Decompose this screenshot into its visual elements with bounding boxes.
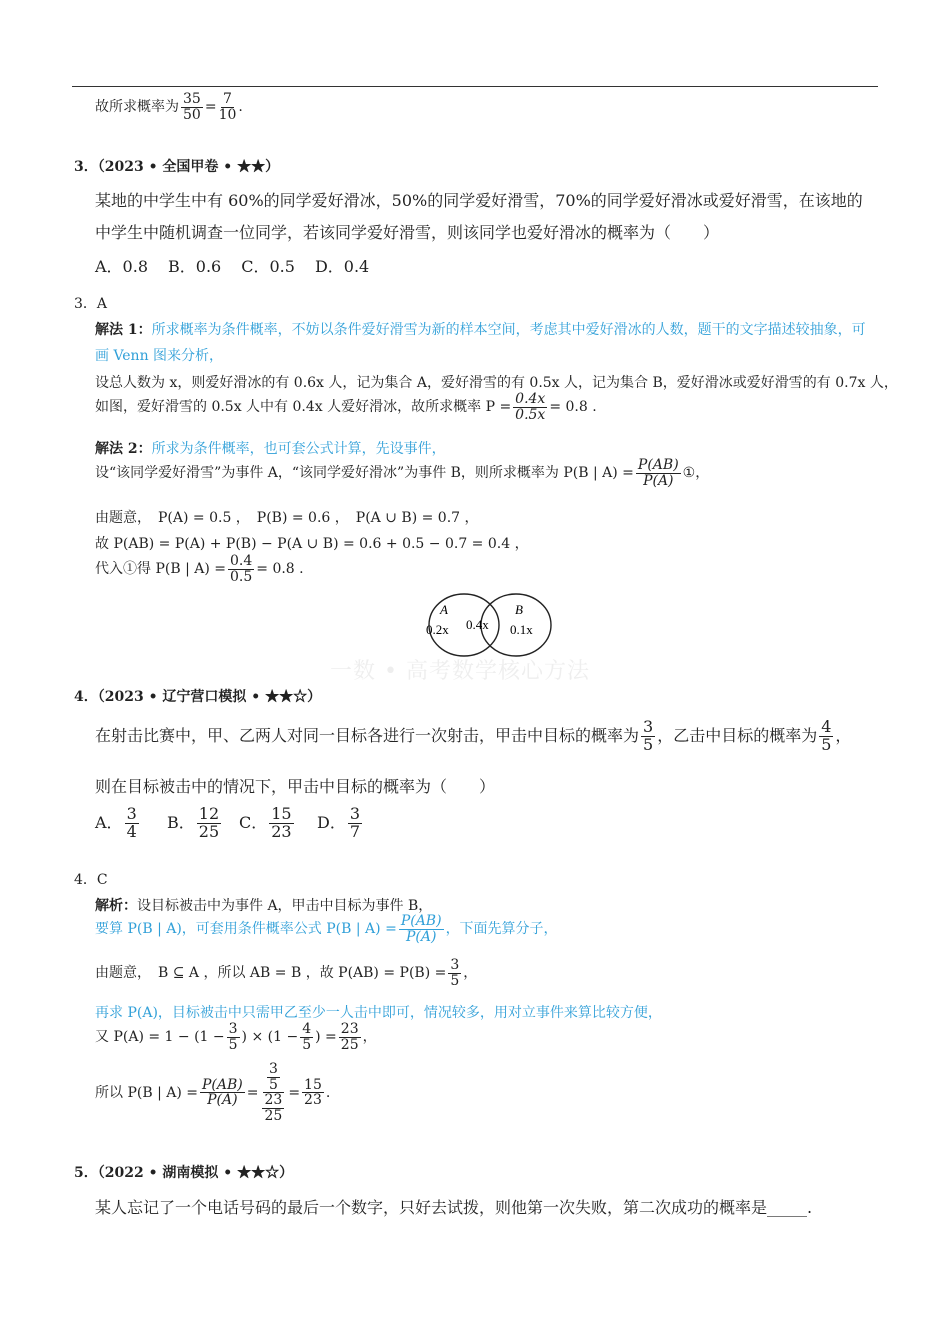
solution-line: 解析：设目标被击中为事件 A，甲击中目标为事件 B， — [95, 898, 433, 914]
question-4-header: 4．（2023 • 辽宁营口模拟 • ★★☆） — [74, 689, 322, 705]
hint-text: 画 Venn 图来分析， — [95, 348, 224, 364]
question-3-line2: 中学生中随机调查一位同学，若该同学爱好滑雪，则该同学也爱好滑冰的概率为（ ） — [95, 223, 720, 242]
solution-line: 代入①得 P(B | A) = $\frac{0.4}{0.5}$ = 0.8 . — [95, 553, 304, 585]
solution-line: 又 P(A) = 1 − (1 − $\frac{3}{5}$ ) × (1 − $\frac{4}{5}$ ) = $\frac{23}{25}$ ， — [95, 1021, 377, 1053]
fraction: $\frac{7}{10}$ — [218, 91, 237, 123]
fraction: $\frac{4}{5}$ — [302, 1021, 312, 1053]
fraction: $\frac{3}{5}$ — [450, 957, 460, 989]
hint-text: 所求为条件概率，也可套公式计算，先设事件， — [151, 441, 446, 457]
question-4-options — [95, 806, 389, 841]
solution-line: 故 P(AB) = P(A) + P(B) − P(A ∪ B) = 0.6 + 0.5 − 0.7 = 0.4 ， — [95, 536, 529, 552]
solution-line: 由题意， P(A) = 0.5 ， P(B) = 0.6 ， P(A ∪ B) = 0.7 ， — [95, 510, 479, 526]
question-5-header: 5．（2022 • 湖南模拟 • ★★☆） — [74, 1165, 294, 1181]
fraction: $\frac{P(AB)}{P(A)}$ — [202, 1076, 243, 1109]
method-2-line — [95, 438, 446, 458]
fraction: $\frac{15}{23}$ — [304, 1076, 322, 1109]
hint-text: 再求 P(A)，目标被击中只需甲乙至少一人击中即可，情况较多，用对立事件来算比较方便， — [95, 1005, 662, 1021]
method-1-line — [95, 319, 866, 339]
fraction: $\frac{P(AB)}{P(A)}$ — [400, 913, 442, 945]
solution-line: 设“该同学爱好滑雪”为事件 A，“该同学爱好滑冰”为事件 B，则所求概率为 P(B | A) = $\frac{P(AB)}{P(A)}$ ①， — [95, 457, 710, 489]
option-a: A．0.8 — [95, 257, 149, 276]
hint-text: 要算 P(B | A)，可套用条件概率公式 P(B | A) = $\frac{P(AB)}{P(A)}$ ，下面先算分子， — [95, 913, 558, 945]
option-d: D． $\frac{3}{7}$ — [317, 804, 361, 841]
answer-3: 3．A — [74, 296, 108, 312]
solution-line: 设总人数为 x，则爱好滑冰的有 0.6x 人，记为集合 A，爱好滑雪的有 0.5x 人，记为集合 B，爱好滑冰或爱好滑雪的有 0.7x 人， — [95, 375, 898, 391]
venn-value-b: 0.1x — [510, 622, 533, 637]
fraction: $\frac{23}{25}$ — [340, 1021, 359, 1053]
fraction: $\frac{3}{5}$ — [228, 1021, 238, 1053]
fraction: $\frac{35}{50}$ — [183, 91, 201, 123]
question-5-line1: 某人忘记了一个电话号码的最后一个数字，只好去试拨，则他第一次失败，第二次成功的概率是_____. — [95, 1198, 813, 1217]
venn-value-ab: 0.4x — [466, 617, 489, 632]
option-b: B． $\frac{12}{25}$ — [167, 804, 220, 841]
prev-answer-line: 故所求概率为 $\frac{35}{50}$ = $\frac{7}{10}$ . — [95, 91, 243, 123]
complex-fraction: $\frac{\frac{3}{5}}{\frac{23}{25}}$ — [264, 1061, 283, 1125]
solution-line: 由题意， B ⊆ A ，所以 AB = B ，故 P(AB) = P(B) = $\frac{3}{5}$ ， — [95, 957, 478, 989]
venn-value-a: 0.2x — [426, 622, 449, 637]
method-label: 解析： — [95, 898, 137, 914]
venn-label-b: B — [515, 602, 523, 617]
option-c: C．0.5 — [241, 257, 295, 276]
text: 故所求概率为 — [95, 99, 179, 116]
option-d: D．0.4 — [314, 257, 370, 276]
option-a: A． $\frac{3}{4}$ — [95, 804, 137, 841]
answer-4: 4．C — [74, 872, 108, 888]
hint-text: 所求概率为条件概率，不妨以条件爱好滑雪为新的样本空间，考虑其中爱好滑冰的人数，题干的文字描述较抽象，可 — [151, 322, 866, 338]
question-4-line1: 在射击比赛中，甲、乙两人对同一目标各进行一次射击，甲击中目标的概率为 $\frac{3}{5}$ ，乙击中目标的概率为 $\frac{4}{5}$ ， — [95, 717, 852, 754]
method-label: 解法 1： — [95, 322, 152, 338]
fraction: $\frac{0.4x}{0.5x}$ — [515, 391, 546, 423]
venn-label-a: A — [440, 602, 448, 617]
fraction: $\frac{4}{5}$ — [821, 717, 832, 754]
question-4-line2: 则在目标被击中的情况下，甲击中目标的概率为（ ） — [95, 777, 496, 796]
fraction: $\frac{P(AB)}{P(A)}$ — [637, 457, 679, 489]
fraction: $\frac{0.4}{0.5}$ — [230, 553, 253, 585]
option-c: C． $\frac{15}{23}$ — [239, 804, 292, 841]
venn-diagram — [412, 590, 558, 662]
solution-line: 如图，爱好滑雪的 0.5x 人中有 0.4x 人爱好滑冰，故所求概率 P = $\frac{0.4x}{0.5x}$ = 0.8 . — [95, 391, 597, 423]
fraction: $\frac{3}{5}$ — [643, 717, 654, 754]
method-label: 解法 2： — [95, 441, 152, 457]
watermark: 一数 • 高考数学核心方法 — [330, 659, 590, 684]
question-3-line1: 某地的中学生中有 60%的同学爱好滑冰，50%的同学爱好滑雪，70%的同学爱好滑冰或爱好滑雪，在该地的 — [95, 191, 863, 210]
solution-line: 所以 P(B | A) = $\frac{P(AB)}{P(A)}$ = $\frac{\frac{3}{5}}{\frac{23}{25}}$ = $\frac{15}{23}$ . — [95, 1061, 331, 1125]
question-3-options — [95, 254, 389, 277]
option-b: B．0.6 — [168, 257, 222, 276]
question-3-header: 3．（2023 • 全国甲卷 • ★★） — [74, 159, 280, 175]
header-rule — [72, 86, 878, 87]
